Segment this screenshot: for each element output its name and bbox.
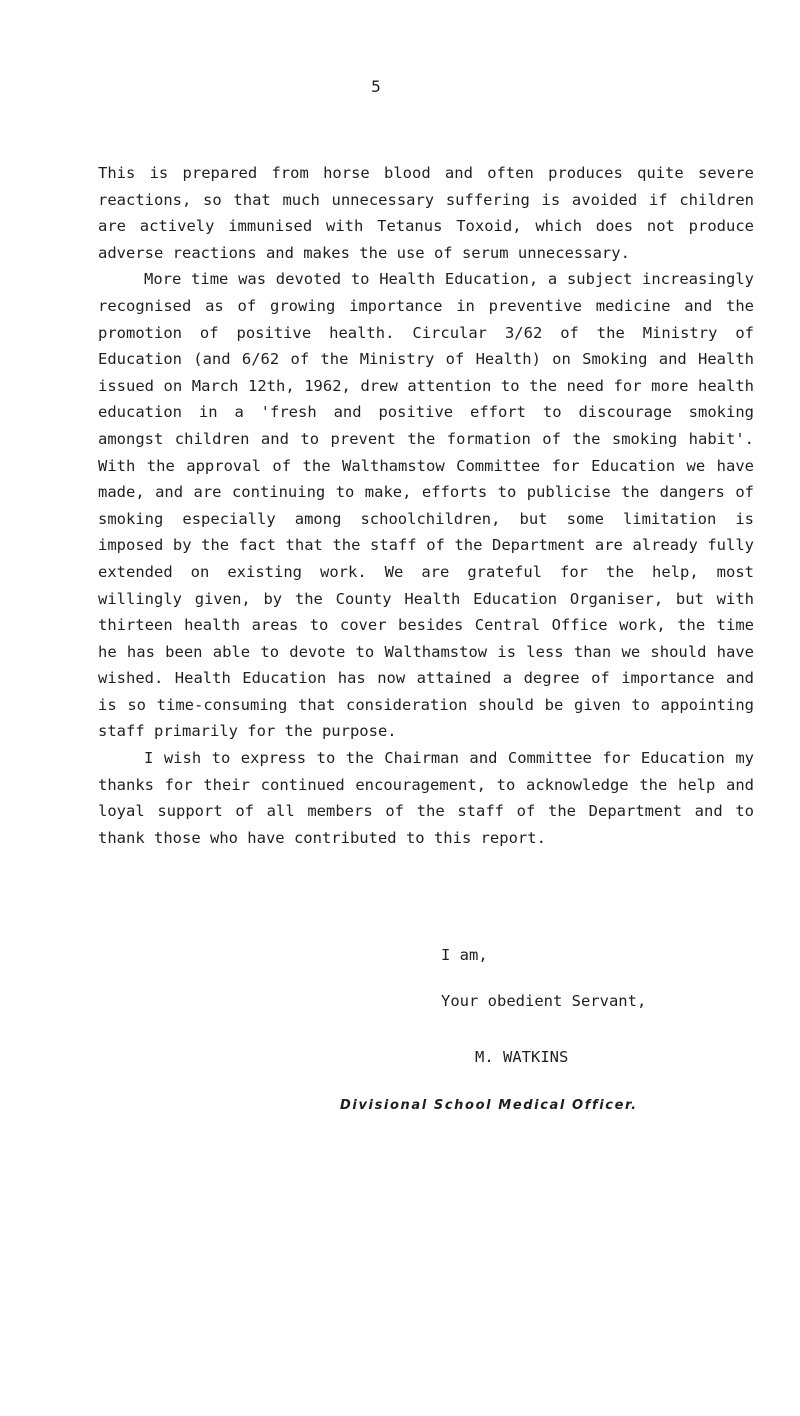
closing-valediction: Your obedient Servant, bbox=[441, 992, 647, 1010]
paragraph-health-education: More time was devoted to Health Education, a subject increasingly recognised as of growing importance in preventive medicine and the promotion of positive health. Circular 3/62 of the Ministry of Education (and 6/62 of the Ministry of Health) on Smoking and Health issued on March 12th, 1962, drew attention to the need for more health education in a 'fresh and positive effort to discourage smoking amongst children and to prevent the formation of the smoking habit'. With the approval of the Walthamstow Committee for Education we have made, and are continuing to make, efforts to publicise the dangers of smoking especially among schoolchildren, but some limitation is imposed by the fact that the staff of the Department are already fully extended on existing work. We are grateful for the help, most willingly given, by the County Health Education Organiser, but with thirteen health areas to cover besides Central Office work, the time he has been able to devote to Walthamstow is less than we should have wished. Health Education has now attained a degree of importance and is so time-consuming that consideration should be given to appointing staff primarily for the purpose. bbox=[98, 270, 754, 741]
closing-salutation: I am, bbox=[441, 946, 488, 964]
signatory-name: M. WATKINS bbox=[475, 1048, 569, 1066]
page-number: 5 bbox=[371, 77, 381, 96]
paragraph-thanks: I wish to express to the Chairman and Committee for Education my thanks for their continued encouragement, to acknowledge the help and loyal support of all members of the staff of the Department and to thank those who have contributed to this report. bbox=[98, 749, 754, 847]
body-text bbox=[98, 160, 754, 851]
signatory-title: Divisional School Medical Officer. bbox=[340, 1098, 638, 1113]
paragraph-tetanus: This is prepared from horse blood and often produces quite severe reactions, so that much unnecessary suffering is avoided if children are actively immunised with Tetanus Toxoid, which does not produce adverse reactions and makes the use of serum unnecessary. bbox=[98, 164, 754, 262]
